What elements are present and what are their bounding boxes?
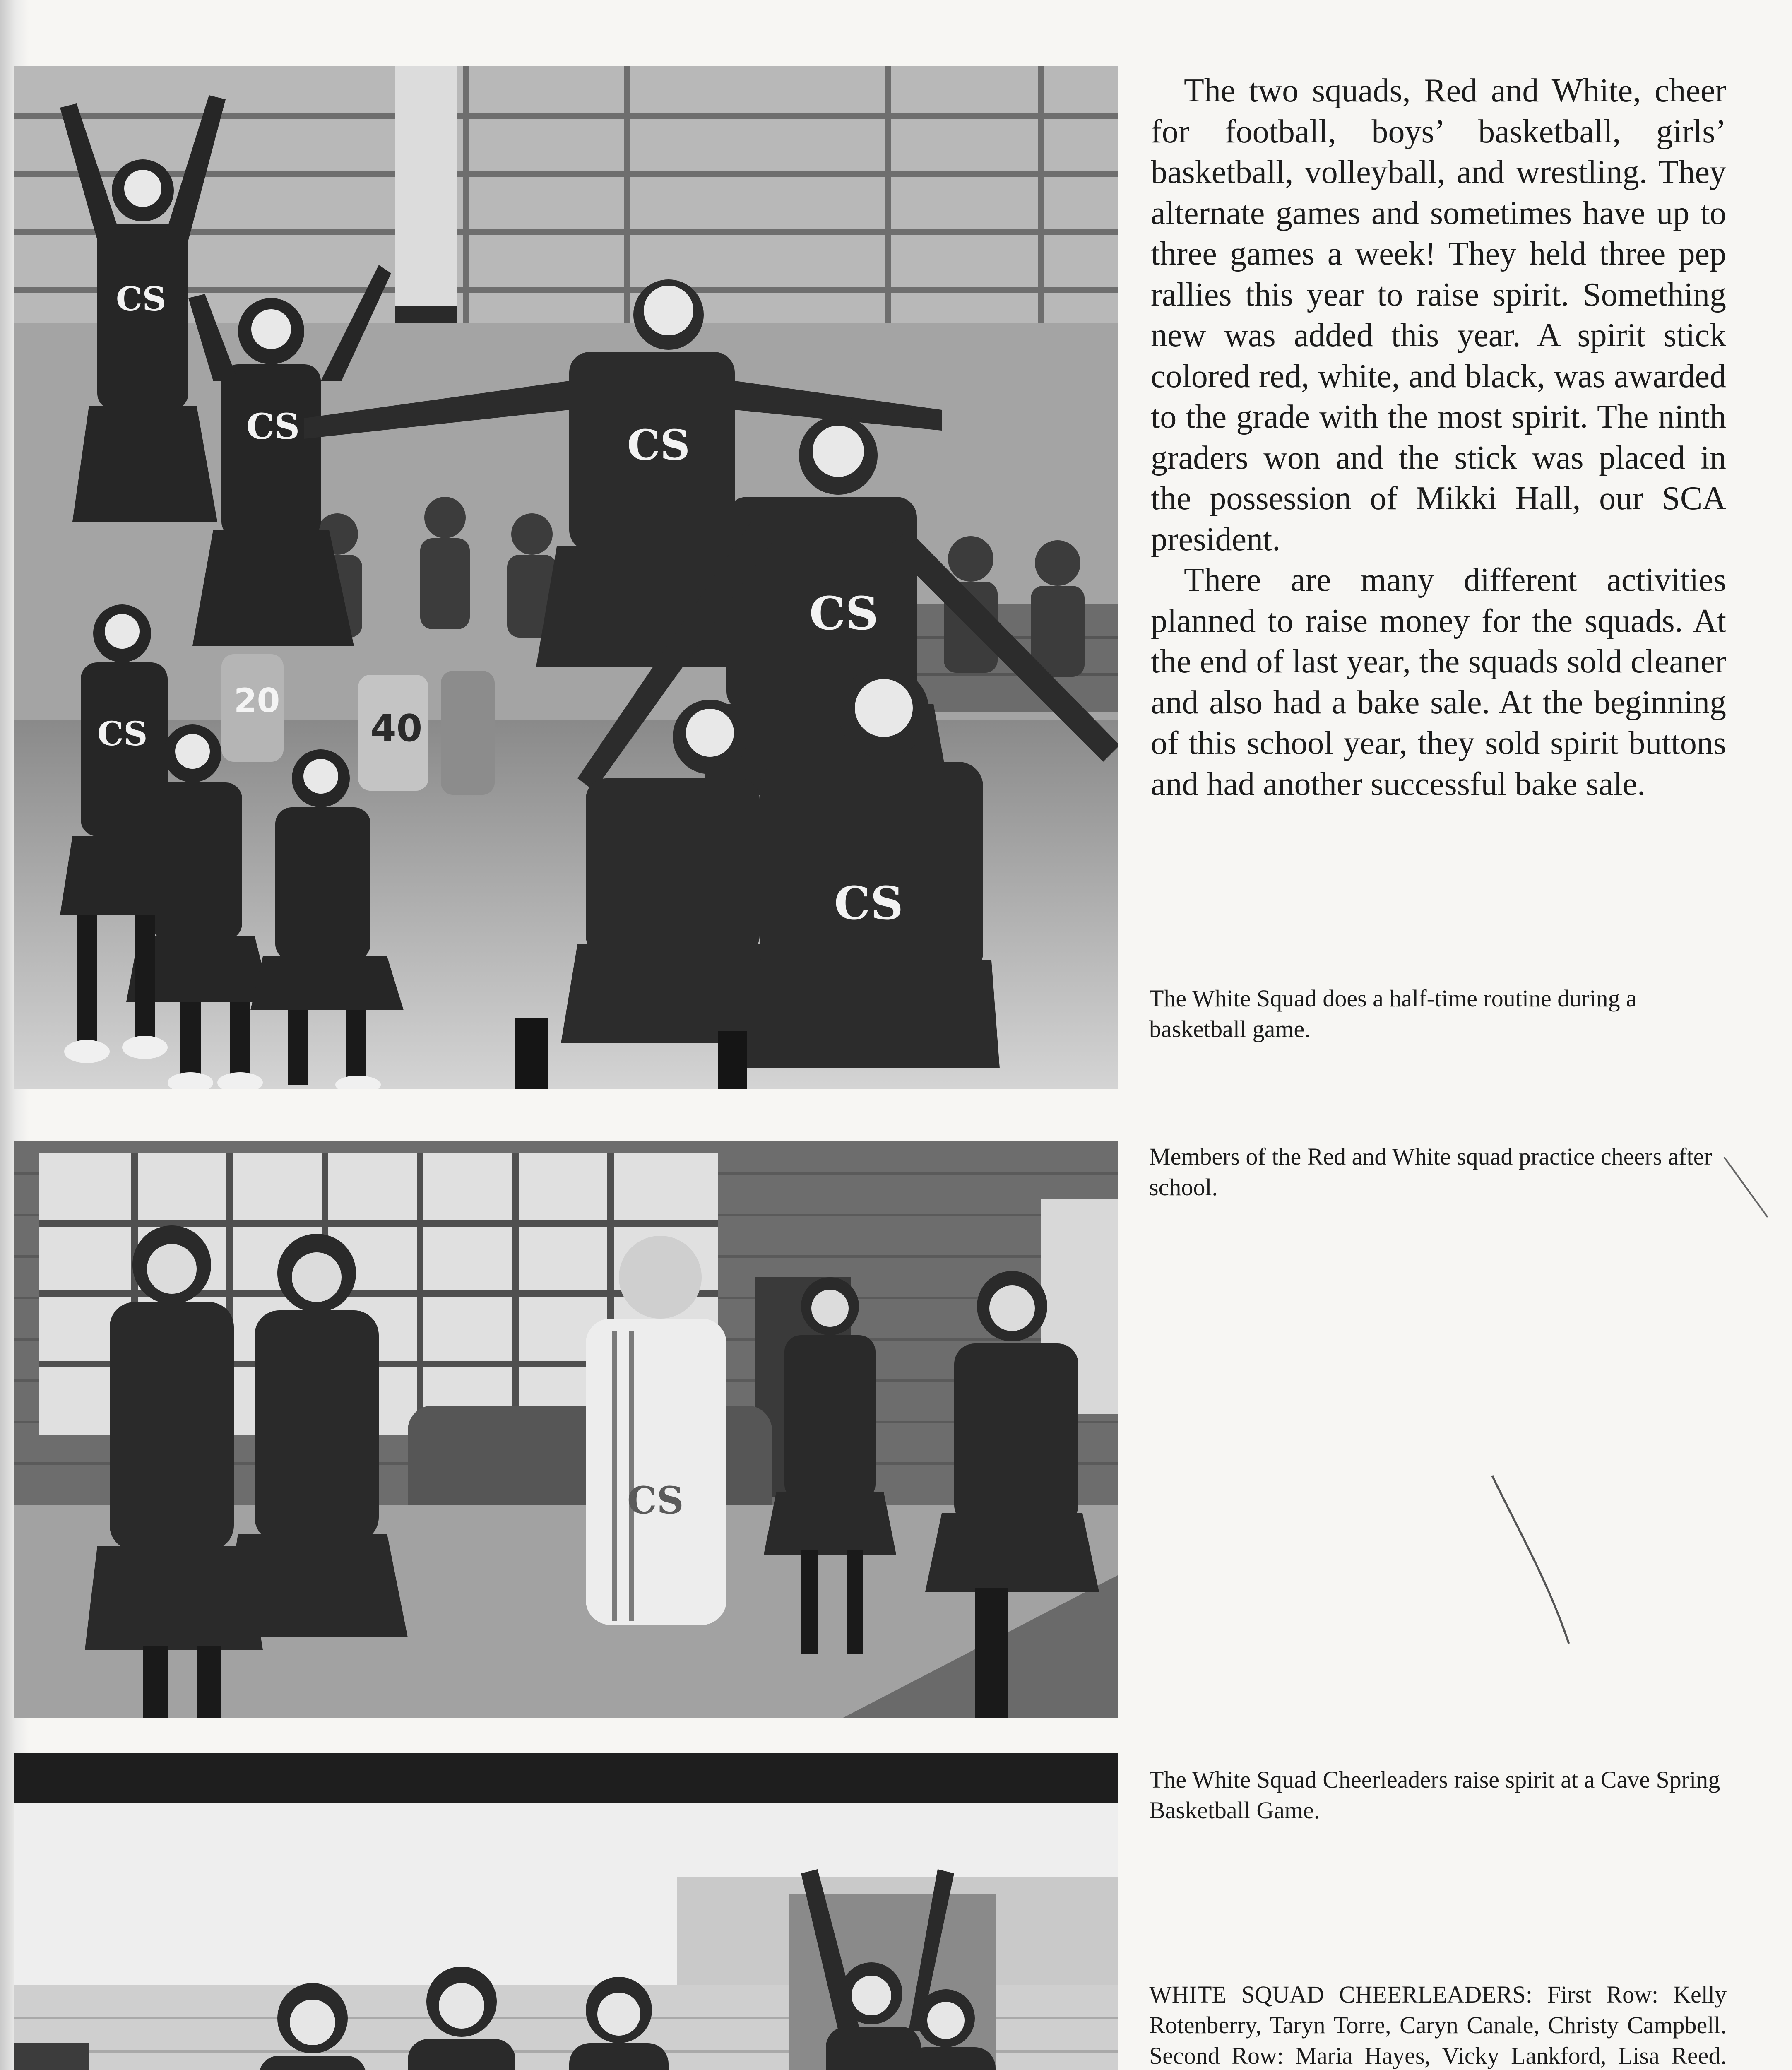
photo-game: [14, 1753, 1118, 2070]
caption-roster: WHITE SQUAD CHEERLEADERS: First Row: Kelly Rotenberry, Taryn Torre, Caryn Canale, Christy Campbell. Second Row: Maria Hayes, Vicky Lankford, Lisa Reed.: [1149, 1981, 1727, 2069]
uniform-monogram: CS: [246, 406, 300, 448]
article-paragraph-2: There are many different activities planned to raise money for the squads. At the end of last year, the squads sold cleaner and also had a bake sale. At the beginning of this school year, they sold spirit buttons and had another successful bake sale.: [1151, 562, 1726, 802]
article-body: [1151, 70, 1726, 804]
uniform-monogram: CS: [809, 587, 878, 640]
uniform-monogram: CS: [97, 714, 148, 753]
gym-routine-image: [14, 66, 1118, 1089]
game-image: [14, 1753, 1118, 2070]
uniform-monogram: CS: [627, 1478, 684, 1522]
photo-practice: [14, 1141, 1118, 1718]
uniform-monogram: CS: [834, 876, 903, 930]
scan-scratch: [1722, 1155, 1772, 1221]
uniform-monogram: CS: [116, 279, 166, 318]
caption-photo-1: The White Squad does a half-time routine during a basketball game.: [1149, 985, 1637, 1042]
caption-photo-3: The White Squad Cheerleaders raise spirit at a Cave Spring Basketball Game.: [1149, 1766, 1720, 1824]
jersey-number-40: 40: [370, 707, 423, 750]
uniform-monogram: CS: [627, 421, 690, 469]
caption-photo-2: Members of the Red and White squad practice cheers after school.: [1149, 1143, 1712, 1201]
photo-gym-routine: [14, 66, 1118, 1089]
scan-scratch: [1490, 1474, 1573, 1648]
jersey-number-20: 20: [234, 681, 280, 720]
article-paragraph-1: The two squads, Red and White, cheer for football, boys’ basketball, girls’ basketball, volleyball, and wrestling. They alternate games and sometimes have up to three games a week! They held three pep rallies this year to raise spirit. Something new was added this year. A spirit stick colored red, white, and black, was awarded to the grade with the most spirit. The ninth graders won and the stick was placed in the possession of Mikki Hall, our SCA president.: [1151, 72, 1726, 558]
practice-image: [14, 1141, 1118, 1718]
